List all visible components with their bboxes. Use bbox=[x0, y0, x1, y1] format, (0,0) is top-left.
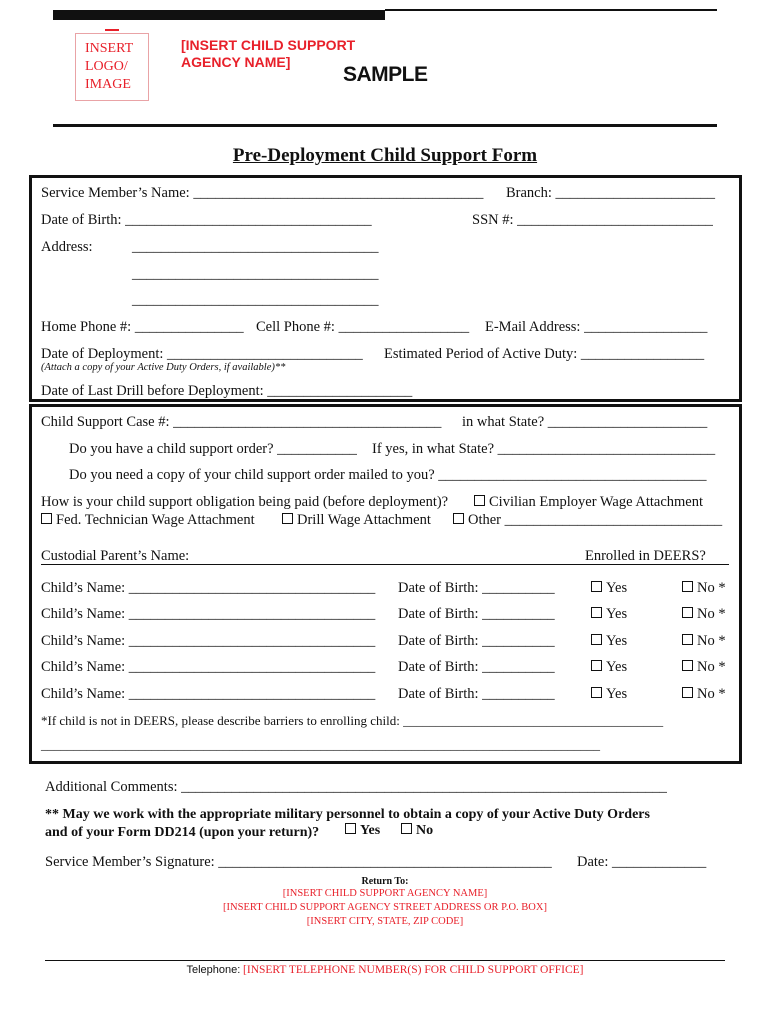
footer-rule bbox=[45, 960, 725, 961]
telephone-label: Telephone: bbox=[186, 964, 241, 976]
agency-name-placeholder: [INSERT CHILD SUPPORT AGENCY NAME] bbox=[181, 37, 356, 70]
branch-field[interactable]: Branch: ______________________ bbox=[506, 185, 716, 201]
active-duty-period-field[interactable]: Estimated Period of Active Duty: _________________ bbox=[384, 346, 705, 362]
child-dob-field[interactable]: Date of Birth: __________ bbox=[398, 633, 555, 649]
checkbox-icon[interactable] bbox=[401, 823, 412, 834]
checkbox-icon[interactable] bbox=[474, 495, 485, 506]
checkbox-icon[interactable] bbox=[591, 581, 602, 592]
child-name-field[interactable]: Child’s Name: __________________________________ bbox=[41, 606, 376, 622]
cell-phone-field[interactable]: Cell Phone #: __________________ bbox=[256, 319, 470, 335]
header-bottom-rule bbox=[53, 124, 717, 127]
order-state-field[interactable]: If yes, in what State? ______________________________ bbox=[372, 441, 716, 457]
deers-no-option[interactable] bbox=[682, 606, 726, 623]
header-top-rule-thin bbox=[385, 9, 717, 11]
address-label: Address: bbox=[41, 239, 93, 255]
custodial-parent-rule[interactable] bbox=[41, 564, 729, 565]
need-copy-field[interactable]: Do you need a copy of your child support order mailed to you? _____________________________________ bbox=[69, 467, 707, 483]
form-title: Pre-Deployment Child Support Form bbox=[232, 145, 538, 166]
deers-no-label: No * bbox=[697, 686, 726, 702]
deers-yes-label: Yes bbox=[606, 659, 628, 675]
checkbox-icon[interactable] bbox=[282, 513, 293, 524]
option-fed-label: Fed. Technician Wage Attachment bbox=[56, 512, 255, 528]
deers-no-option[interactable] bbox=[682, 633, 726, 650]
option-other-label: Other ______________________________ bbox=[468, 512, 723, 528]
address-line-2[interactable]: __________________________________ bbox=[132, 266, 379, 282]
checkbox-icon[interactable] bbox=[591, 634, 602, 645]
deployment-date-field[interactable]: Date of Deployment: ___________________________ bbox=[41, 346, 363, 362]
deers-yes-option[interactable] bbox=[591, 633, 627, 650]
permission-question: ** May we work with the appropriate military personnel to obtain a copy of your Active Duty Orders and of your Form DD214 (upon your return)? bbox=[45, 807, 650, 840]
child-dob-field[interactable]: Date of Birth: __________ bbox=[398, 606, 555, 622]
email-field[interactable]: E-Mail Address: _________________ bbox=[485, 319, 708, 335]
return-address-placeholder: [INSERT CHILD SUPPORT AGENCY STREET ADDRESS OR P.O. BOX] bbox=[223, 902, 547, 913]
permission-no-label: No bbox=[416, 823, 434, 838]
option-fed-technician[interactable] bbox=[41, 512, 255, 529]
child-dob-field[interactable]: Date of Birth: __________ bbox=[398, 580, 555, 596]
permission-yes-option[interactable] bbox=[345, 823, 380, 839]
deers-yes-label: Yes bbox=[606, 633, 628, 649]
checkbox-icon[interactable] bbox=[682, 607, 693, 618]
child-name-field[interactable]: Child’s Name: __________________________________ bbox=[41, 686, 376, 702]
deers-yes-option[interactable] bbox=[591, 606, 627, 623]
child-dob-field[interactable]: Date of Birth: __________ bbox=[398, 686, 555, 702]
address-line-3[interactable]: __________________________________ bbox=[132, 292, 379, 308]
permission-yes-label: Yes bbox=[360, 823, 381, 838]
option-other[interactable] bbox=[453, 512, 722, 529]
deers-no-label: No * bbox=[697, 580, 726, 596]
deers-yes-option[interactable] bbox=[591, 659, 627, 676]
checkbox-icon[interactable] bbox=[682, 634, 693, 645]
permission-no-option[interactable] bbox=[401, 823, 433, 839]
obligation-question: How is your child support obligation being paid (before deployment)? bbox=[41, 494, 449, 510]
deers-yes-option[interactable] bbox=[591, 580, 627, 597]
deers-barriers-line-2[interactable]: ______________________________________________________________________________________ bbox=[41, 737, 600, 752]
return-city-placeholder: [INSERT CITY, STATE, ZIP CODE] bbox=[306, 916, 464, 927]
signature-date-field[interactable]: Date: _____________ bbox=[577, 854, 707, 870]
logo-accent-mark bbox=[105, 29, 119, 31]
return-agency-placeholder: [INSERT CHILD SUPPORT AGENCY NAME] bbox=[282, 888, 488, 899]
option-drill-wage[interactable] bbox=[282, 512, 431, 529]
home-phone-field[interactable]: Home Phone #: _______________ bbox=[41, 319, 244, 335]
option-drill-label: Drill Wage Attachment bbox=[297, 512, 431, 528]
header-top-rule-thick bbox=[53, 10, 385, 20]
checkbox-icon[interactable] bbox=[345, 823, 356, 834]
case-number-field[interactable]: Child Support Case #: _____________________________________ bbox=[41, 414, 442, 430]
deers-no-label: No * bbox=[697, 633, 726, 649]
last-drill-field[interactable]: Date of Last Drill before Deployment: ____________________ bbox=[41, 383, 413, 399]
deers-yes-label: Yes bbox=[606, 686, 628, 702]
checkbox-icon[interactable] bbox=[682, 581, 693, 592]
deers-yes-label: Yes bbox=[606, 606, 628, 622]
checkbox-icon[interactable] bbox=[591, 607, 602, 618]
signature-field[interactable]: Service Member’s Signature: ______________________________________________ bbox=[45, 854, 552, 870]
option-civilian-wage[interactable] bbox=[474, 494, 703, 511]
child-name-field[interactable]: Child’s Name: __________________________________ bbox=[41, 633, 376, 649]
return-to-label: Return To: bbox=[361, 876, 409, 887]
address-line-1[interactable]: __________________________________ bbox=[132, 239, 379, 255]
checkbox-icon[interactable] bbox=[591, 660, 602, 671]
child-name-field[interactable]: Child’s Name: __________________________________ bbox=[41, 580, 376, 596]
orders-note: (Attach a copy of your Active Duty Orders, if available)** bbox=[41, 362, 286, 373]
deers-yes-label: Yes bbox=[606, 580, 628, 596]
member-name-field[interactable]: Service Member’s Name: ________________________________________ bbox=[41, 185, 484, 201]
deers-no-option[interactable] bbox=[682, 686, 726, 703]
checkbox-icon[interactable] bbox=[453, 513, 464, 524]
deers-yes-option[interactable] bbox=[591, 686, 627, 703]
child-dob-field[interactable]: Date of Birth: __________ bbox=[398, 659, 555, 675]
checkbox-icon[interactable] bbox=[682, 660, 693, 671]
have-order-field[interactable]: Do you have a child support order? ___________ bbox=[69, 441, 357, 457]
additional-comments-field[interactable]: Additional Comments: ___________________________________________________________________ bbox=[45, 779, 667, 795]
checkbox-icon[interactable] bbox=[41, 513, 52, 524]
option-civilian-label: Civilian Employer Wage Attachment bbox=[489, 494, 704, 510]
logo-placeholder: INSERT LOGO/ IMAGE bbox=[75, 33, 149, 101]
child-name-field[interactable]: Child’s Name: __________________________________ bbox=[41, 659, 376, 675]
sample-watermark: SAMPLE bbox=[343, 63, 428, 86]
deers-no-option[interactable] bbox=[682, 580, 726, 597]
telephone-placeholder: [INSERT TELEPHONE NUMBER(S) FOR CHILD SUPPORT OFFICE] bbox=[243, 964, 584, 976]
checkbox-icon[interactable] bbox=[682, 687, 693, 698]
custodial-parent-label: Custodial Parent’s Name: bbox=[41, 548, 190, 564]
deers-barriers-field[interactable]: *If child is not in DEERS, please describe barriers to enrolling child: ________________________________________ bbox=[41, 713, 664, 728]
member-dob-field[interactable]: Date of Birth: __________________________________ bbox=[41, 212, 372, 228]
case-state-field[interactable]: in what State? ______________________ bbox=[462, 414, 708, 430]
enrolled-deers-header: Enrolled in DEERS? bbox=[585, 548, 706, 564]
ssn-field[interactable]: SSN #: ___________________________ bbox=[472, 212, 713, 228]
footer-telephone bbox=[0, 964, 770, 976]
deers-no-label: No * bbox=[697, 659, 726, 675]
deers-no-option[interactable] bbox=[682, 659, 726, 676]
deers-no-label: No * bbox=[697, 606, 726, 622]
checkbox-icon[interactable] bbox=[591, 687, 602, 698]
